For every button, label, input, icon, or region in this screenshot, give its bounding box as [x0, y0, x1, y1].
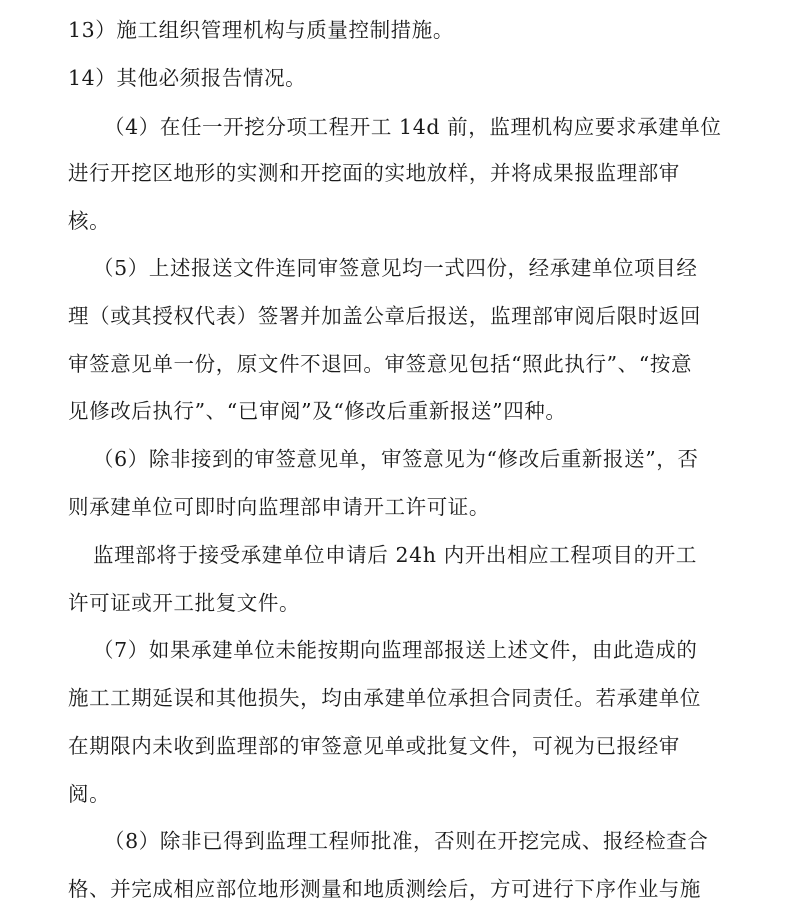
text-line-7: 理（或其授权代表）签署并加盖公章后报送，监理部审阅后限时返回: [68, 304, 701, 328]
text-line-6: （5）上述报送文件连同审签意见均一式四份，经承建单位项目经: [93, 256, 698, 280]
text-line-4: 进行开挖区地形的实测和开挖面的实地放样，并将成果报监理部审: [68, 161, 680, 185]
text-line-1: 13）施工组织管理机构与质量控制措施。: [68, 18, 454, 42]
text-line-14: （7）如果承建单位未能按期向监理部报送上述文件，由此造成的: [93, 638, 698, 662]
text-line-13: 许可证或开工批复文件。: [68, 591, 301, 615]
text-line-16: 在期限内未收到监理部的审签意见单或批复文件，可视为已报经审: [68, 734, 680, 758]
text-line-11: 则承建单位可即时向监理部申请开工许可证。: [68, 495, 490, 519]
text-line-15: 施工工期延误和其他损失，均由承建单位承担合同责任。若承建单位: [68, 686, 701, 710]
text-line-10: （6）除非接到的审签意见单，审签意见为“修改后重新报送”，否: [93, 447, 699, 471]
text-line-2: 14）其他必须报告情况。: [68, 66, 307, 90]
text-line-18: （8）除非已得到监理工程师批准，否则在开挖完成、报经检查合: [104, 829, 709, 853]
text-line-19: 格、并完成相应部位地形测量和地质测绘后，方可进行下序作业与施: [68, 877, 701, 901]
text-line-8: 审签意见单一份，原文件不退回。审签意见包括“照此执行”、“按意: [68, 352, 693, 376]
text-line-17: 阅。: [68, 782, 111, 806]
text-line-9: 见修改后执行”、“已审阅”及“修改后重新报送”四种。: [68, 399, 567, 423]
text-line-3: （4）在任一开挖分项工程开工 14d 前，监理机构应要求承建单位: [104, 115, 722, 139]
text-line-5: 核。: [68, 209, 111, 233]
text-line-12: 监理部将于接受承建单位申请后 24h 内开出相应工程项目的开工: [93, 543, 697, 567]
